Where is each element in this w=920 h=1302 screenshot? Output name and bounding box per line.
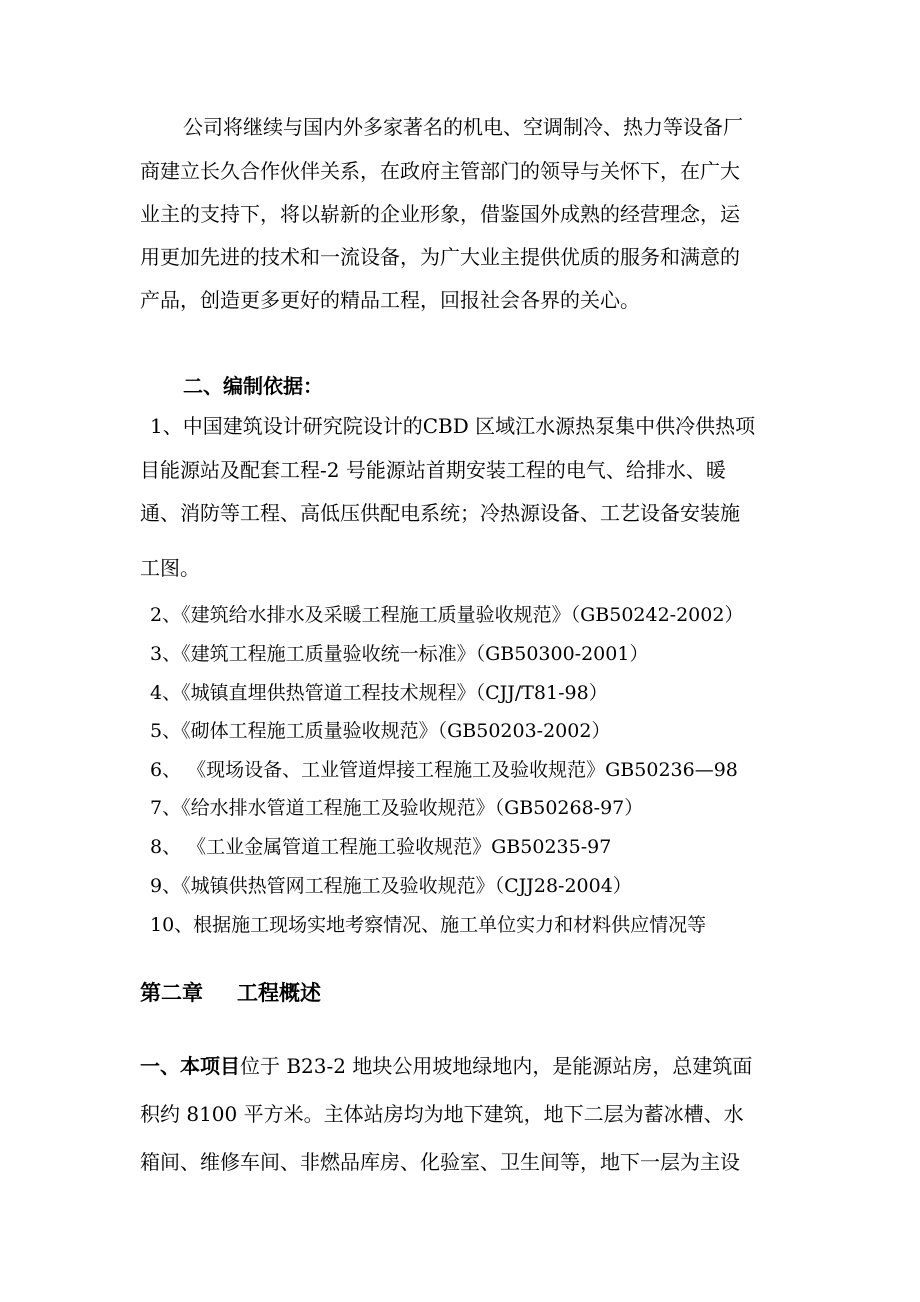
project-line-3: 箱间、维修车间、非燃品库房、化验室、卫生间等，地下一层为主设 — [140, 1150, 740, 1174]
project-line-2: 积约 8100 平方米。主体站房均为地下建筑，地下二层为蓄冰槽、水 — [140, 1102, 744, 1126]
intro-line-5: 产品，创造更多更好的精品工程，回报社会各界的关心。 — [140, 288, 640, 312]
basis-item-1-line-4: 工图。 — [140, 556, 200, 580]
basis-item-4: 4、《城镇直埋供热管道工程技术规程》（CJJ/T81-98） — [150, 682, 608, 704]
basis-item-8: 8、 《工业金属管道工程施工验收规范》GB50235-97 — [150, 836, 612, 858]
project-line-1 — [140, 1052, 752, 1080]
basis-item-3: 3、《建筑工程施工质量验收统一标准》（GB50300-2001） — [150, 643, 649, 665]
chapter-heading — [140, 979, 321, 1007]
basis-item-1-line-1: 1、中国建筑设计研究院设计的CBD 区域江水源热泵集中供冷供热项 — [150, 414, 756, 438]
chapter-title: 工程概述 — [237, 980, 321, 1005]
section-heading: 二、编制依据： — [183, 374, 323, 398]
project-lead: 一、本项目 — [140, 1054, 240, 1078]
intro-line-2: 商建立长久合作伙伴关系，在政府主管部门的领导与关怀下，在广大 — [140, 159, 740, 183]
basis-item-7: 7、《给水排水管道工程施工及验收规范》（GB50268-97） — [150, 797, 644, 819]
basis-item-9: 9、《城镇供热管网工程施工及验收规范》（CJJ28-2004） — [150, 875, 632, 897]
chapter-label: 第二章 — [140, 980, 203, 1005]
intro-line-4: 用更加先进的技术和一流设备，为广大业主提供优质的服务和满意的 — [140, 245, 740, 269]
basis-item-6: 6、 《现场设备、工业管道焊接工程施工及验收规范》GB50236—98 — [150, 759, 738, 781]
intro-line-1: 公司将继续与国内外多家著名的机电、空调制冷、热力等设备厂 — [183, 115, 743, 139]
basis-item-1-line-3: 通、消防等工程、高低压供配电系统；冷热源设备、工艺设备安装施 — [140, 501, 740, 525]
basis-item-10: 10、根据施工现场实地考察情况、施工单位实力和材料供应情况等 — [150, 914, 707, 936]
project-line-1-rest: 位于 B23-2 地块公用坡地绿地内，是能源站房，总建筑面 — [240, 1054, 753, 1078]
basis-item-2: 2、《建筑给水排水及采暖工程施工质量验收规范》（GB50242-2002） — [150, 604, 744, 626]
intro-line-3: 业主的支持下，将以崭新的企业形象，借鉴国外成熟的经营理念，运 — [140, 202, 740, 226]
basis-item-1-line-2: 目能源站及配套工程-2 号能源站首期安装工程的电气、给排水、暖 — [140, 458, 726, 482]
basis-item-5: 5、《砌体工程施工质量验收规范》（GB50203-2002） — [150, 720, 611, 742]
